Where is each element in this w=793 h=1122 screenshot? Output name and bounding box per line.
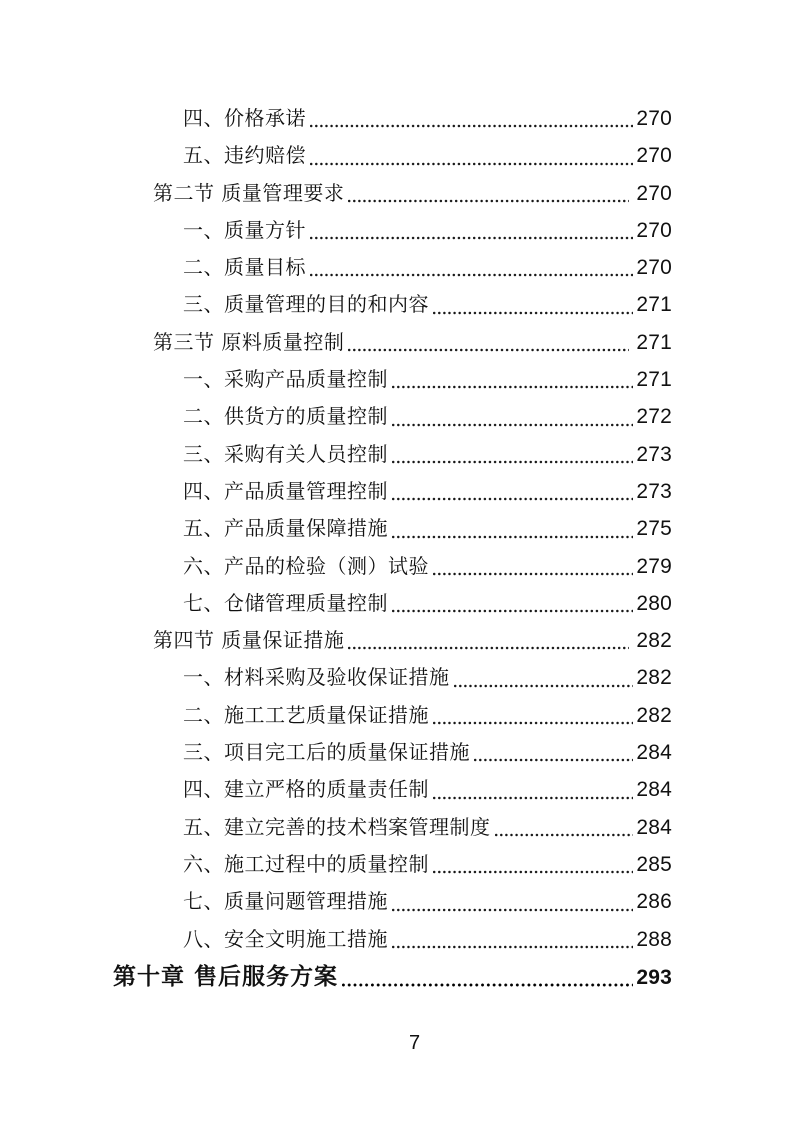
toc-entry-label[interactable]: 八、安全文明施工措施 <box>183 926 388 951</box>
toc-entry[interactable] <box>112 249 672 286</box>
toc-entry[interactable] <box>112 548 672 585</box>
toc-entry-page-number: 273 <box>636 479 672 503</box>
toc-entry[interactable] <box>112 921 672 958</box>
toc-entry-label[interactable]: 第二节 质量管理要求 <box>153 180 345 205</box>
toc-entry-page-number: 275 <box>636 517 672 541</box>
toc-entry-label[interactable]: 二、供货方的质量控制 <box>183 404 388 429</box>
toc-entry-label[interactable]: 五、建立完善的技术档案管理制度 <box>183 814 491 839</box>
toc-entry-page-number: 285 <box>636 852 672 876</box>
toc-entry-page-number: 284 <box>636 778 672 802</box>
toc-entry-page-number: 282 <box>636 703 672 727</box>
toc-entry[interactable] <box>112 622 672 659</box>
toc-entry-label[interactable]: 三、项目完工后的质量保证措施 <box>183 740 470 765</box>
toc-entry-page-number: 270 <box>636 218 672 242</box>
toc-entry[interactable] <box>112 846 672 883</box>
toc-dot-leader <box>454 659 634 696</box>
toc-dot-leader <box>392 473 633 510</box>
toc-dot-leader <box>433 548 633 585</box>
toc-dot-leader <box>433 286 633 323</box>
toc-entry[interactable] <box>112 510 672 547</box>
toc-entry[interactable] <box>112 585 672 622</box>
toc-entry-page-number: 271 <box>636 293 672 317</box>
toc-entry-label[interactable]: 四、产品质量管理控制 <box>183 478 388 503</box>
toc-dot-leader <box>348 324 629 361</box>
toc-entry-page-number: 280 <box>636 591 672 615</box>
toc-entry[interactable] <box>112 286 672 323</box>
toc-entry[interactable] <box>112 175 672 212</box>
toc-dot-leader <box>433 846 633 883</box>
toc-entry-label[interactable]: 五、产品质量保障措施 <box>183 516 388 541</box>
toc-entry-page-number: 270 <box>636 107 672 130</box>
toc-dot-leader <box>348 622 629 659</box>
toc-entry[interactable] <box>112 473 672 510</box>
toc-entry-page-number: 293 <box>636 965 672 989</box>
toc-entry-label[interactable]: 四、价格承诺 <box>183 106 306 130</box>
toc-entry[interactable] <box>112 697 672 734</box>
toc-entry-label[interactable]: 一、材料采购及验收保证措施 <box>183 665 450 690</box>
toc-dot-leader <box>310 212 633 249</box>
toc-entry[interactable] <box>112 212 672 249</box>
toc-entry-page-number: 284 <box>636 741 672 765</box>
toc-entry[interactable] <box>112 809 672 846</box>
toc-entry-page-number: 288 <box>636 927 672 951</box>
toc-entry-page-number: 284 <box>636 815 672 839</box>
footer-page-number: 7 <box>408 1032 421 1054</box>
toc-dot-leader <box>392 436 633 473</box>
toc-dot-leader <box>433 771 633 808</box>
toc-dot-leader <box>474 734 633 771</box>
toc-entry[interactable] <box>112 659 672 696</box>
toc-entry-label[interactable]: 第三节 原料质量控制 <box>153 329 345 354</box>
toc-entry-page-number: 272 <box>636 405 672 429</box>
toc-entry[interactable] <box>112 958 672 995</box>
toc-entry-label[interactable]: 二、质量目标 <box>183 255 306 280</box>
toc-entry-label[interactable]: 六、施工过程中的质量控制 <box>183 851 429 876</box>
toc-entry-page-number: 270 <box>636 256 672 280</box>
toc-entry-page-number: 279 <box>636 554 672 578</box>
toc-entry-label[interactable]: 六、产品的检验（测）试验 <box>183 553 429 578</box>
page-footer <box>0 1026 793 1062</box>
toc-entry-label[interactable]: 二、施工工艺质量保证措施 <box>183 702 429 727</box>
toc-entry-page-number: 282 <box>636 629 672 653</box>
toc-entry-label[interactable]: 一、采购产品质量控制 <box>183 367 388 392</box>
toc-entry[interactable] <box>112 436 672 473</box>
toc-entry-label[interactable]: 第四节 质量保证措施 <box>153 628 345 653</box>
toc-entry-label[interactable]: 第十章 售后服务方案 <box>113 962 339 990</box>
toc-entry-label[interactable]: 一、质量方针 <box>183 217 306 242</box>
toc-dot-leader <box>310 249 633 286</box>
toc-entry[interactable] <box>112 734 672 771</box>
toc-dot-leader <box>392 921 633 958</box>
toc-entry[interactable] <box>112 137 672 174</box>
toc-dot-leader <box>392 398 633 435</box>
toc-entry-page-number: 271 <box>636 368 672 392</box>
toc-entry[interactable] <box>112 100 672 137</box>
toc-entry[interactable] <box>112 324 672 361</box>
toc-dot-leader <box>348 175 629 212</box>
toc-dot-leader <box>495 809 634 846</box>
toc-entry[interactable] <box>112 398 672 435</box>
toc-dot-leader <box>342 958 633 995</box>
toc-dot-leader <box>310 100 633 137</box>
toc-dot-leader <box>392 883 633 920</box>
toc-entry-page-number: 273 <box>636 442 672 466</box>
toc-entry-label[interactable]: 三、采购有关人员控制 <box>183 441 388 466</box>
toc-dot-leader <box>392 510 633 547</box>
toc-entry-label[interactable]: 三、质量管理的目的和内容 <box>183 292 429 317</box>
toc-entry-page-number: 271 <box>636 330 672 354</box>
toc-entry[interactable] <box>112 771 672 808</box>
toc-dot-leader <box>392 361 633 398</box>
toc-entry-page-number: 282 <box>636 666 672 690</box>
toc-dot-leader <box>310 137 633 174</box>
toc-dot-leader <box>433 697 633 734</box>
toc-entry-label[interactable]: 七、仓储管理质量控制 <box>183 590 388 615</box>
toc-entry-page-number: 270 <box>636 144 672 168</box>
toc-entry[interactable] <box>112 361 672 398</box>
toc-dot-leader <box>392 585 633 622</box>
toc-entry-label[interactable]: 七、质量问题管理措施 <box>183 889 388 914</box>
table-of-contents <box>112 100 672 995</box>
toc-entry-page-number: 286 <box>636 890 672 914</box>
toc-entry-label[interactable]: 四、建立严格的质量责任制 <box>183 777 429 802</box>
toc-entry[interactable] <box>112 883 672 920</box>
toc-entry-label[interactable]: 五、违约赔偿 <box>183 143 306 168</box>
toc-entry-page-number: 270 <box>636 181 672 205</box>
